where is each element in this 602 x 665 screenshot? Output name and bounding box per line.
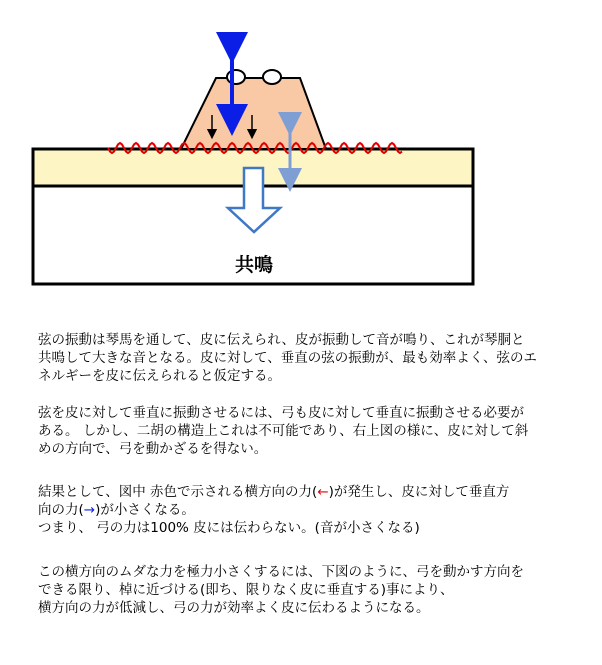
text-line: つまり、 弓の力は100% 皮には伝わらない。(音が小さくなる) xyxy=(38,520,420,536)
text-line: ある。 しかし、二胡の構造上これは不可能であり、右上図の様に、皮に対して斜 xyxy=(38,423,529,439)
bridge-vibration-diagram xyxy=(0,0,602,300)
text-line: めの方向で、弓を動かざるを得ない。 xyxy=(38,441,268,457)
text-line: できる限り、棹に近づける(即ち、限りなく皮に垂直する)事により、 xyxy=(38,582,454,598)
text-line: 結果として、図中 赤色で示される横方向の力(←)が発生し、皮に対して垂直方 xyxy=(38,484,510,500)
bridge xyxy=(181,78,326,149)
body-label: 共鳴 xyxy=(234,254,274,276)
text-line: ネルギーを皮に伝えられると仮定する。 xyxy=(38,368,281,384)
text-line: 弦の振動は琴馬を通して、皮に伝えられ、皮が振動して音が鳴り、これが琴胴と xyxy=(38,332,525,348)
paragraph-2 xyxy=(38,404,578,458)
paragraph-1 xyxy=(38,331,578,385)
string-hole-right xyxy=(263,70,281,84)
text-line: この横方向のムダな力を極力小さくするには、下図のように、弓を動かす方向を xyxy=(38,564,524,580)
text-line: 共鳴して大きな音となる。皮に対して、垂直の弦の振動が、最も効率よく、弦のエ xyxy=(38,350,537,366)
red-arrow-glyph: ← xyxy=(317,484,329,500)
paragraph-4 xyxy=(38,563,578,617)
paragraph-3 xyxy=(38,483,578,537)
blue-arrow-glyph: → xyxy=(83,502,96,518)
string-hole-left xyxy=(227,70,245,84)
text-line: 向の力(→)が小さくなる。 xyxy=(38,502,195,518)
text-line: 弦を皮に対して垂直に振動させるには、弓も皮に対して垂直に振動させる必要が xyxy=(38,405,524,421)
text-line: 横方向の力が低減し、弓の力が効率よく皮に伝わるようになる。 xyxy=(38,600,430,616)
